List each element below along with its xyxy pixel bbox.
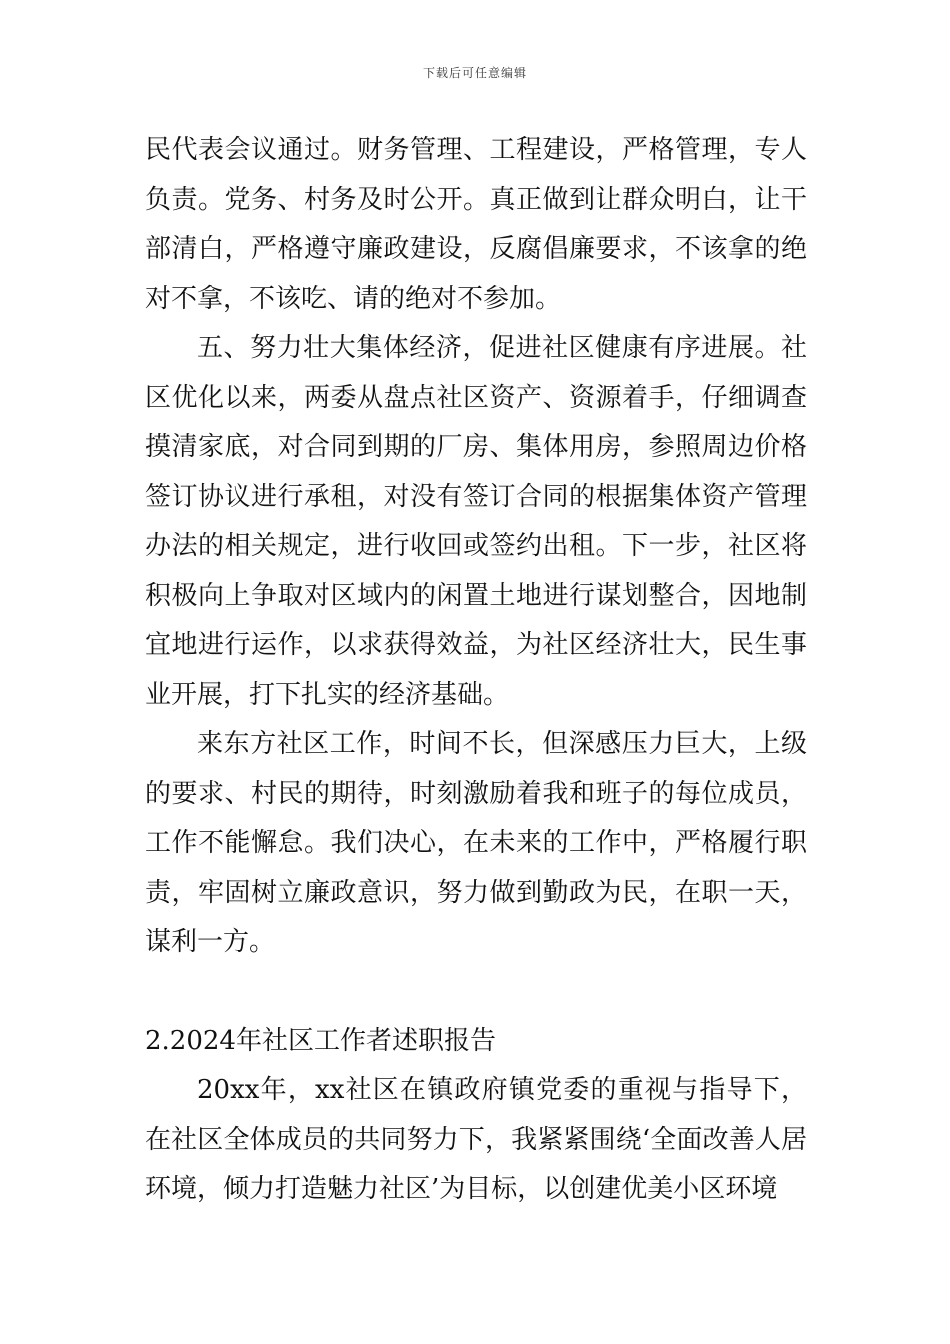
paragraph-continuation: 民代表会议通过。财务管理、工程建设，严格管理，专人负责。党务、村务及时公开。真正做到让群众明白，让干部清白，严格遵守廉政建设，反腐倡廉要求，不该拿的绝对不拿，不该吃、请的绝对不参加。 <box>145 135 807 314</box>
page-header-note: 下载后可任意编辑 <box>422 66 527 80</box>
document-body <box>145 126 807 1215</box>
section-heading: 2.2024年社区工作者述职报告 <box>145 1025 496 1056</box>
paragraph-section-five: 五、努力壮大集体经济，促进社区健康有序进展。社区优化以来，两委从盘点社区资产、资源着手，仔细调查摸清家底，对合同到期的厂房、集体用房，参照周边价格签订协议进行承租，对没有签订合同的根据集体资产管理办法的相关规定，进行收回或签约出租。下一步，社区将积极向上争取对区域内的闲置土地进行谋划整合，因地制宜地进行运作，以求获得效益，为社区经济壮大，民生事业开展，打下扎实的经济基础。 <box>145 333 807 710</box>
paragraph-report-intro: 20xx年，xx社区在镇政府镇党委的重视与指导下，在社区全体成员的共同努力下，我紧紧围绕‘全面改善人居环境，倾力打造魅力社区’为目标，以创建优美小区环境 <box>145 1075 807 1204</box>
paragraph-conclusion: 来东方社区工作，时间不长，但深感压力巨大，上级的要求、村民的期待，时刻激励着我和班子的每位成员，工作不能懈怠。我们决心，在未来的工作中，严格履行职责，牢固树立廉政意识，努力做到勤政为民，在职一天，谋利一方。 <box>145 729 807 957</box>
section-spacer <box>145 968 807 1017</box>
